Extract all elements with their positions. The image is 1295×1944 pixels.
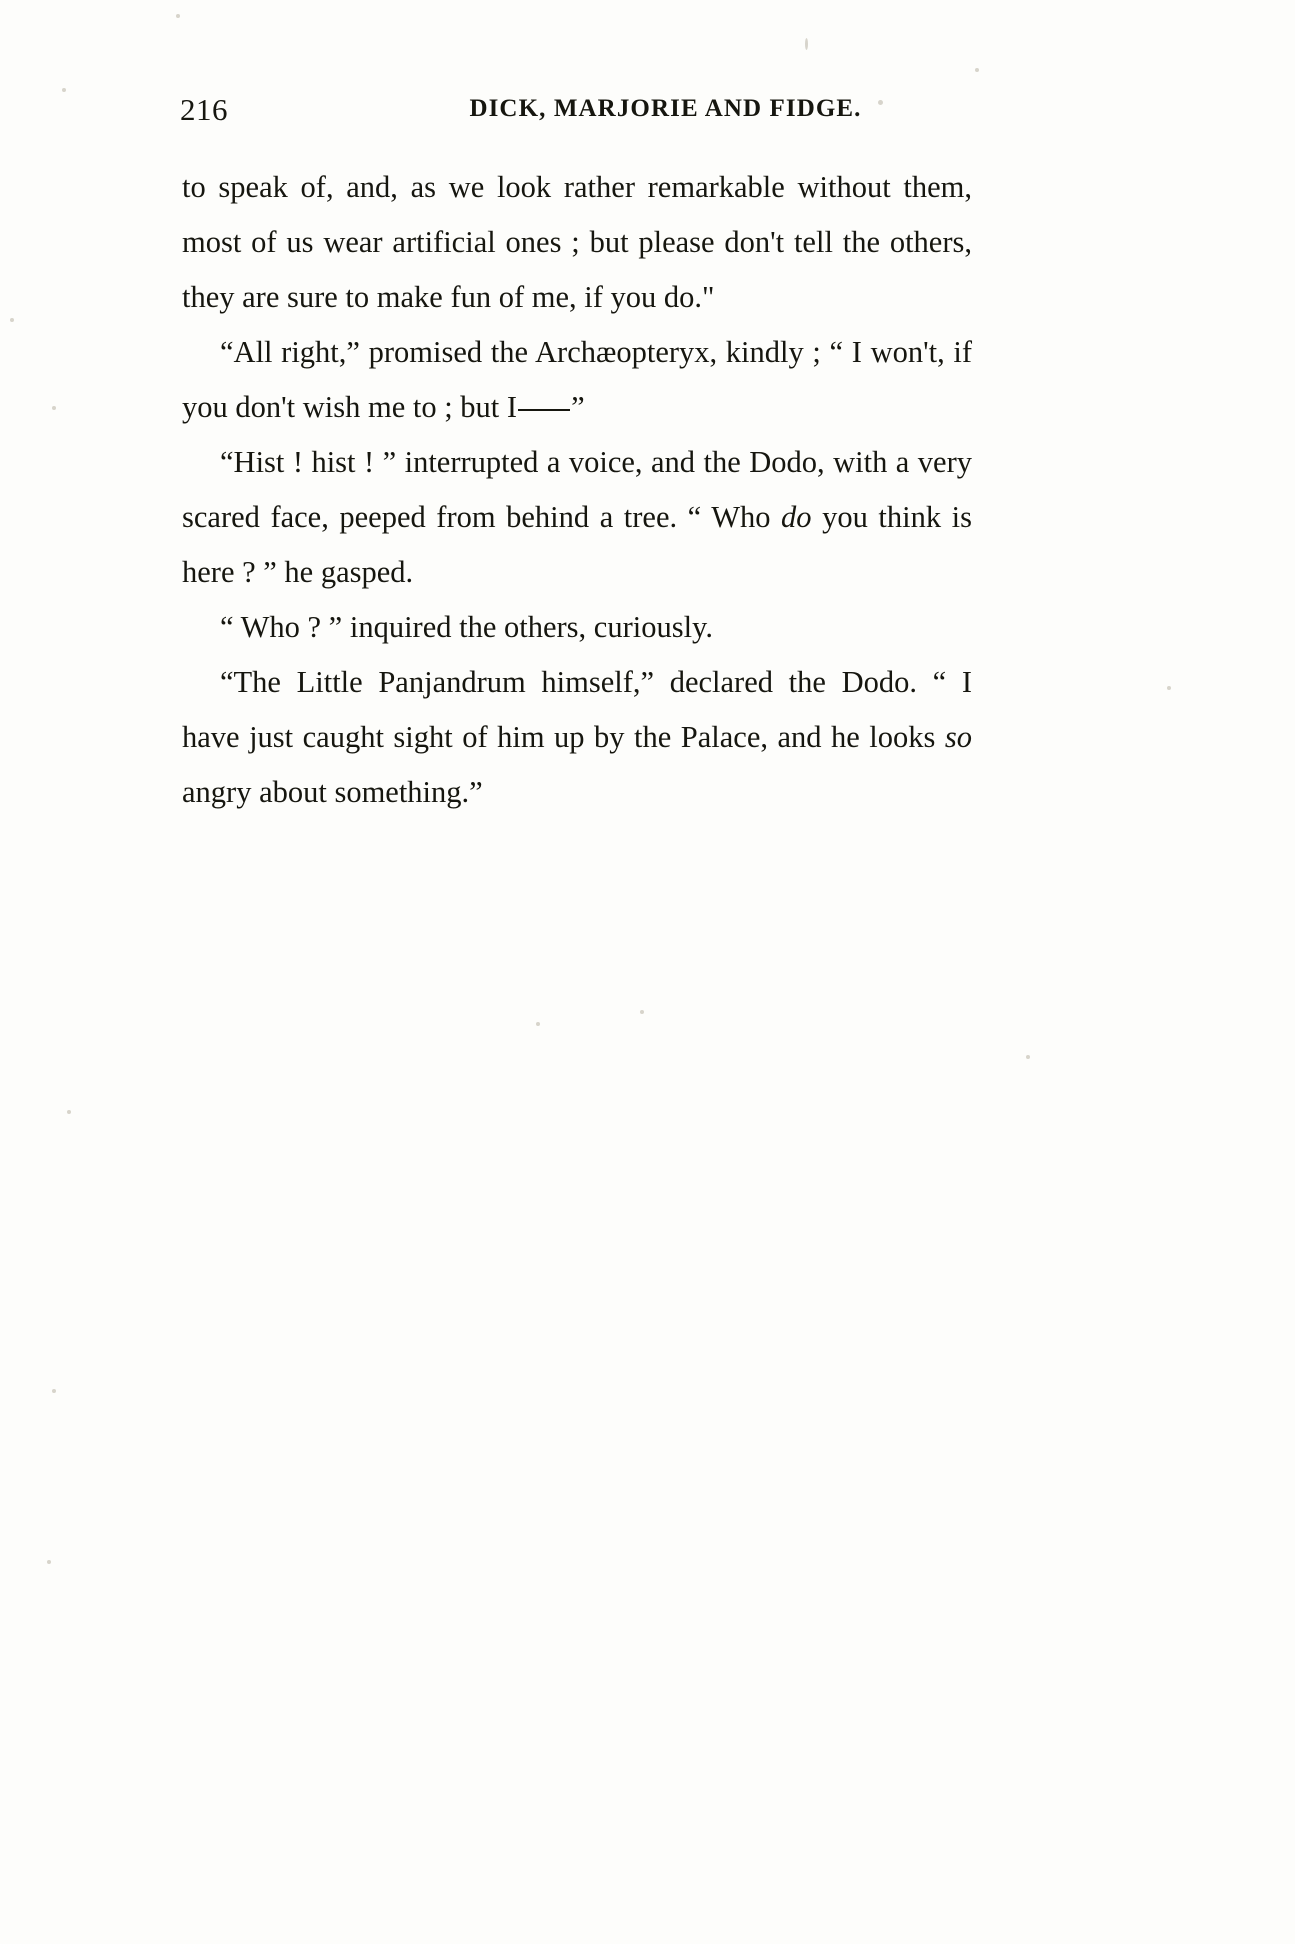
paper-speck: [62, 88, 66, 92]
paragraph-text: “Hist ! hist ! ” interrupted a voice, and the Dodo, with a very scared face, peeped from behind a tree. “ Who: [182, 445, 972, 534]
paper-speck: [52, 1389, 56, 1393]
paper-speck: [52, 406, 56, 410]
paper-speck: [536, 1022, 540, 1026]
page-body: [182, 160, 972, 820]
em-dash-rule: [518, 409, 570, 411]
paragraph-text-end: you think is here ? ” he gasped.: [182, 500, 972, 589]
paper-speck: [176, 14, 180, 18]
paragraph-text: “The Little Panjandrum himself,” declared the Dodo. “ I have just caught sight of him up by the Palace, and he looks: [182, 665, 972, 754]
paper-speck: [47, 1560, 51, 1564]
paper-speck: [10, 318, 14, 322]
paper-speck: [1167, 686, 1171, 690]
paragraph: “ Who ? ” inquired the others, curiously.: [220, 610, 713, 644]
emphasis-word: do: [781, 500, 812, 534]
paper-speck: [1026, 1055, 1030, 1059]
paragraph: to speak of, and, as we look rather remarkable without them, most of us wear artificial ones ; but please don't tell the others, they are sure to make fun of me, if you do.": [182, 170, 972, 314]
paragraph: [182, 655, 972, 820]
paragraph-text-end: ”: [571, 390, 585, 424]
paragraph: [182, 325, 972, 435]
paragraph-text: “All right,” promised the Archæopteryx, kindly ; “ I won't, if you don't wish me to ; but I: [182, 335, 972, 424]
paper-speck: [640, 1010, 644, 1014]
paper-speck: [67, 1110, 71, 1114]
running-title: DICK, MARJORIE AND FIDGE.: [469, 95, 862, 122]
paper-speck: [805, 38, 808, 50]
emphasis-word: so: [944, 720, 972, 754]
paragraph-text-end: angry about something.”: [182, 775, 483, 809]
page-number: 216: [180, 92, 228, 127]
page-header: [150, 92, 1145, 136]
paper-speck: [975, 68, 979, 72]
paragraph: [182, 435, 972, 600]
